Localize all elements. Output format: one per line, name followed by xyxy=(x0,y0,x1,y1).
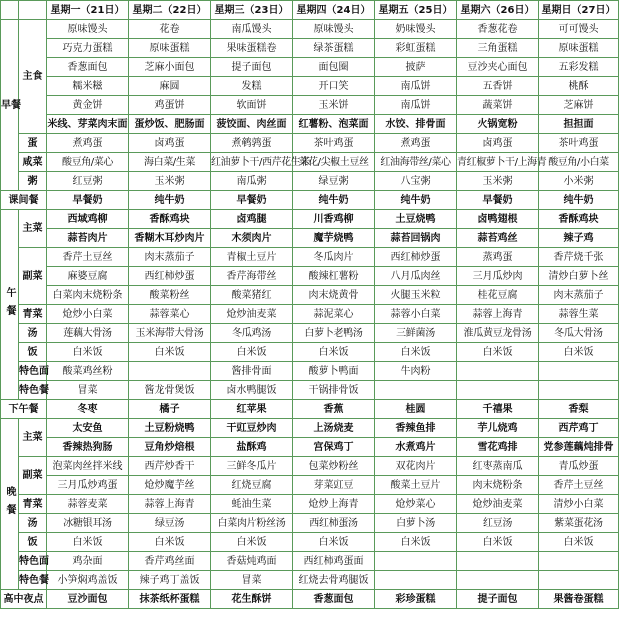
menu-item: 卤鸡蛋 xyxy=(129,134,211,153)
lunch-side-row xyxy=(1,286,619,305)
menu-item: 香菇炖鸡面 xyxy=(211,552,293,571)
menu-item: 白米饭 xyxy=(375,343,457,362)
menu-item: 茶叶鸡蛋 xyxy=(293,134,375,153)
menu-item: 豆沙面包 xyxy=(47,590,129,609)
menu-item: 红薯粉、泡菜面 xyxy=(293,115,375,134)
menu-item: 原味蛋糕 xyxy=(129,39,211,58)
day-header: 星期三（23日） xyxy=(211,1,293,20)
menu-item: 上汤烧麦 xyxy=(293,419,375,438)
menu-item: 原味馒头 xyxy=(47,20,129,39)
lunch-rice-row xyxy=(1,343,619,362)
menu-item: 豆角炒焙根 xyxy=(129,438,211,457)
menu-item xyxy=(375,381,457,400)
menu-item: 彩珍蛋糕 xyxy=(375,590,457,609)
menu-item: 辣子鸡丁盖饭 xyxy=(129,571,211,590)
menu-item: 西红柿炒蛋 xyxy=(375,248,457,267)
menu-item: 纯牛奶 xyxy=(129,191,211,210)
category-greens-label: 青菜 xyxy=(19,495,47,514)
dinner-soup-row xyxy=(1,514,619,533)
day-header: 星期一（21日） xyxy=(47,1,129,20)
menu-item: 煮鹌鹑蛋 xyxy=(211,134,293,153)
menu-item: 鸡蛋饼 xyxy=(129,96,211,115)
menu-item: 抹茶纸杯蛋糕 xyxy=(129,590,211,609)
menu-item: 八宝粥 xyxy=(375,172,457,191)
dinner-special_noodle-row xyxy=(1,552,619,571)
menu-item: 芝麻饼 xyxy=(539,96,619,115)
menu-item: 白米饭 xyxy=(293,343,375,362)
menu-item: 青椒土豆片 xyxy=(211,248,293,267)
menu-item: 白菜肉末烧粉条 xyxy=(47,286,129,305)
late-snack-row xyxy=(1,590,619,609)
menu-item: 魔芋烧鸭 xyxy=(293,229,375,248)
category-soup-label: 汤 xyxy=(19,514,47,533)
menu-item: 五彩发糕 xyxy=(539,58,619,77)
menu-item: 早餐奶 xyxy=(211,191,293,210)
menu-item: 肉末烧粉条 xyxy=(457,476,539,495)
breakfast-pickle-row xyxy=(1,153,619,172)
menu-item: 冬瓜大骨汤 xyxy=(539,324,619,343)
category-staple-label: 主食 xyxy=(19,20,47,134)
menu-item: 白萝卜汤 xyxy=(375,514,457,533)
menu-item: 香辣鱼排 xyxy=(375,419,457,438)
section-lunch-label: 午餐 xyxy=(1,210,19,400)
corner-cell xyxy=(19,1,47,20)
menu-item: 红烧豆腐 xyxy=(211,476,293,495)
lunch-soup-row xyxy=(1,324,619,343)
menu-item: 白米饭 xyxy=(211,343,293,362)
menu-item: 蒜蓉上海青 xyxy=(457,305,539,324)
day-header: 星期二（22日） xyxy=(129,1,211,20)
menu-item: 酸菜粉丝 xyxy=(129,286,211,305)
menu-item: 香葱花卷 xyxy=(457,20,539,39)
menu-item: 清炒小白菜 xyxy=(539,495,619,514)
menu-item: 橘子 xyxy=(129,400,211,419)
category-side-label: 副菜 xyxy=(19,248,47,305)
menu-item: 宫保鸡丁 xyxy=(293,438,375,457)
section-afternoon-label: 下午餐 xyxy=(1,400,47,419)
menu-item xyxy=(457,381,539,400)
menu-item: 炝炒小白菜 xyxy=(47,305,129,324)
day-header: 星期四（24日） xyxy=(293,1,375,20)
menu-item: 桂花豆腐 xyxy=(457,286,539,305)
menu-item: 牛肉粉 xyxy=(375,362,457,381)
menu-item: 红豆粥 xyxy=(47,172,129,191)
menu-item: 绿茶蛋糕 xyxy=(293,39,375,58)
menu-item: 纯牛奶 xyxy=(293,191,375,210)
menu-item: 酸菜鸡丝粉 xyxy=(47,362,129,381)
breakfast-row xyxy=(1,77,619,96)
menu-item: 白米饭 xyxy=(539,343,619,362)
menu-item: 麻圆 xyxy=(129,77,211,96)
menu-item: 西域鸡柳 xyxy=(47,210,129,229)
menu-item: 三月瓜炒肉 xyxy=(457,267,539,286)
menu-item xyxy=(129,362,211,381)
menu-item: 雪花鸡排 xyxy=(457,438,539,457)
menu-item: 三角蛋糕 xyxy=(457,39,539,58)
menu-item: 红枣蒸南瓜 xyxy=(457,457,539,476)
lunch-main-row xyxy=(1,229,619,248)
dinner-main-row xyxy=(1,438,619,457)
dinner-side-row xyxy=(1,476,619,495)
menu-item: 青红椒萝卜干/上海青 xyxy=(457,153,539,172)
corner-cell xyxy=(1,1,19,20)
menu-item xyxy=(457,571,539,590)
menu-item: 太安鱼 xyxy=(47,419,129,438)
menu-item: 蒜苔肉片 xyxy=(47,229,129,248)
menu-item: 蒜蓉生菜 xyxy=(539,305,619,324)
menu-item: 冬瓜鸡汤 xyxy=(211,324,293,343)
menu-item: 蒜蓉麦菜 xyxy=(47,495,129,514)
lunch-special_noodle-row xyxy=(1,362,619,381)
menu-item: 蔬菜饼 xyxy=(457,96,539,115)
menu-item: 炝炒油麦菜 xyxy=(211,305,293,324)
menu-item: 川香鸡柳 xyxy=(293,210,375,229)
menu-item: 白米饭 xyxy=(47,343,129,362)
breakfast-porridge-row xyxy=(1,172,619,191)
menu-item: 香芹土豆丝 xyxy=(47,248,129,267)
menu-item: 冬瓜肉片 xyxy=(293,248,375,267)
menu-item: 卤鸡蛋 xyxy=(457,134,539,153)
menu-item: 白菜肉片粉丝汤 xyxy=(211,514,293,533)
menu-item: 香酥鸡块 xyxy=(129,210,211,229)
breakfast-row xyxy=(1,96,619,115)
menu-item: 纯牛奶 xyxy=(375,191,457,210)
dinner-main-row xyxy=(1,419,619,438)
menu-item: 白米饭 xyxy=(457,343,539,362)
menu-item: 盐酥鸡 xyxy=(211,438,293,457)
category-porridge-label: 粥 xyxy=(19,172,47,191)
menu-item: 可可馒头 xyxy=(539,20,619,39)
afternoon-row xyxy=(1,400,619,419)
category-rice-label: 饭 xyxy=(19,343,47,362)
menu-item: 千禧果 xyxy=(457,400,539,419)
menu-item: 白米饭 xyxy=(211,533,293,552)
menu-item: 面包圈 xyxy=(293,58,375,77)
menu-item: 早餐奶 xyxy=(47,191,129,210)
menu-item: 三鲜菌汤 xyxy=(375,324,457,343)
menu-item: 西红柿炒蛋 xyxy=(129,267,211,286)
menu-item: 玉米粥 xyxy=(129,172,211,191)
menu-item: 水饺、排骨面 xyxy=(375,115,457,134)
menu-item: 蒸鸡蛋 xyxy=(457,248,539,267)
menu-item: 蒜泥菜心 xyxy=(293,305,375,324)
menu-item: 桂圆 xyxy=(375,400,457,419)
menu-item: 芋儿烧鸡 xyxy=(457,419,539,438)
menu-item: 煮鸡蛋 xyxy=(375,134,457,153)
menu-item: 双花肉片 xyxy=(375,457,457,476)
menu-item: 土豆粉烧鸭 xyxy=(129,419,211,438)
dinner-side-row xyxy=(1,457,619,476)
menu-item: 担担面 xyxy=(539,115,619,134)
dinner-rice-row xyxy=(1,533,619,552)
menu-item: 香芹海带丝 xyxy=(211,267,293,286)
menu-item: 香糊木耳炒肉片 xyxy=(129,229,211,248)
dinner-greens-row xyxy=(1,495,619,514)
menu-item: 麻婆豆腐 xyxy=(47,267,129,286)
menu-item: 芝麻小面包 xyxy=(129,58,211,77)
menu-item xyxy=(539,552,619,571)
section-breakfast-label: 早餐 xyxy=(1,20,19,191)
menu-item: 鸡杂面 xyxy=(47,552,129,571)
lunch-special_meal-row xyxy=(1,381,619,400)
menu-item: 香芹土豆丝 xyxy=(539,476,619,495)
menu-item: 肉末蒸茄子 xyxy=(539,286,619,305)
menu-item: 玉米粥 xyxy=(457,172,539,191)
category-main-label: 主菜 xyxy=(19,419,47,457)
menu-item: 八月瓜肉丝 xyxy=(375,267,457,286)
menu-item: 青瓜炒蛋 xyxy=(539,457,619,476)
menu-item: 酸菜土豆片 xyxy=(375,476,457,495)
menu-item: 茶叶鸡蛋 xyxy=(539,134,619,153)
menu-item: 冒菜 xyxy=(47,381,129,400)
section-dinner-label: 晚餐 xyxy=(1,419,19,590)
menu-item xyxy=(375,552,457,571)
menu-item: 白萝卜老鸭汤 xyxy=(293,324,375,343)
menu-item: 蒜苔鸡丝 xyxy=(457,229,539,248)
menu-item: 香酥鸡块 xyxy=(539,210,619,229)
menu-item: 紫菜蛋花汤 xyxy=(539,514,619,533)
menu-item: 卤水鸭腿饭 xyxy=(211,381,293,400)
menu-item: 芽菜豇豆 xyxy=(293,476,375,495)
day-header: 星期五（25日） xyxy=(375,1,457,20)
menu-item: 白米饭 xyxy=(293,533,375,552)
menu-item: 果味蛋糕卷 xyxy=(211,39,293,58)
menu-item: 早餐奶 xyxy=(457,191,539,210)
menu-item: 党参莲藕炖排骨 xyxy=(539,438,619,457)
menu-item: 炝炒上海青 xyxy=(293,495,375,514)
menu-item: 酸豆角/菜心 xyxy=(47,153,129,172)
category-main-label: 主菜 xyxy=(19,210,47,248)
menu-item: 菠饺面、肉丝面 xyxy=(211,115,293,134)
recess-row xyxy=(1,191,619,210)
menu-item: 彩虹蛋糕 xyxy=(375,39,457,58)
header-row xyxy=(1,1,619,20)
menu-item: 南瓜饼 xyxy=(375,77,457,96)
breakfast-egg-row xyxy=(1,134,619,153)
menu-item xyxy=(539,571,619,590)
day-header: 星期六（26日） xyxy=(457,1,539,20)
menu-item: 香葱面包 xyxy=(47,58,129,77)
section-recess-label: 课间餐 xyxy=(1,191,47,210)
menu-item: 白米饭 xyxy=(539,533,619,552)
menu-item xyxy=(457,552,539,571)
breakfast-row xyxy=(1,20,619,39)
lunch-greens-row xyxy=(1,305,619,324)
menu-item: 火锅宽粉 xyxy=(457,115,539,134)
menu-item: 淮瓜黄豆龙骨汤 xyxy=(457,324,539,343)
menu-item: 绿豆汤 xyxy=(129,514,211,533)
menu-item: 卤鸭翅根 xyxy=(457,210,539,229)
day-header: 星期日（27日） xyxy=(539,1,619,20)
menu-item: 软面饼 xyxy=(211,96,293,115)
menu-item: 酸辣杠薯粉 xyxy=(293,267,375,286)
menu-item: 冰糖银耳汤 xyxy=(47,514,129,533)
section-late-snack-label: 高中夜点 xyxy=(1,590,47,609)
menu-item: 玉米饼 xyxy=(293,96,375,115)
menu-item: 火腿玉米粒 xyxy=(375,286,457,305)
menu-item: 木须肉片 xyxy=(211,229,293,248)
menu-item: 蒜苔回锅肉 xyxy=(375,229,457,248)
category-rice-label: 饭 xyxy=(19,533,47,552)
lunch-side-row xyxy=(1,248,619,267)
menu-item xyxy=(539,362,619,381)
menu-item: 酸菜猪红 xyxy=(211,286,293,305)
menu-item: 清炒白萝卜丝 xyxy=(539,267,619,286)
category-special-meal-label: 特色餐 xyxy=(19,381,47,400)
menu-item: 土豆烧鸭 xyxy=(375,210,457,229)
menu-item: 酸豆角/小白菜 xyxy=(539,153,619,172)
menu-item: 酱排骨面 xyxy=(211,362,293,381)
menu-item: 包菜炒粉丝 xyxy=(293,457,375,476)
menu-item: 原味蛋糕 xyxy=(539,39,619,58)
menu-item: 蚝油生菜 xyxy=(211,495,293,514)
menu-item: 红烧去骨鸡腿饭 xyxy=(293,571,375,590)
menu-item: 开口笑 xyxy=(293,77,375,96)
menu-item: 南瓜饼 xyxy=(375,96,457,115)
menu-item: 肉末烧黄骨 xyxy=(293,286,375,305)
menu-item: 果酱卷蛋糕 xyxy=(539,590,619,609)
menu-item: 冬枣 xyxy=(47,400,129,419)
menu-item: 小米粥 xyxy=(539,172,619,191)
menu-item: 辣子鸡 xyxy=(539,229,619,248)
menu-item: 巧克力蛋糕 xyxy=(47,39,129,58)
menu-item: 肉末蒸茄子 xyxy=(129,248,211,267)
menu-item: 香葱面包 xyxy=(293,590,375,609)
menu-item: 白米饭 xyxy=(457,533,539,552)
menu-item: 酱龙骨煲饭 xyxy=(129,381,211,400)
menu-item: 玉米海带大骨汤 xyxy=(129,324,211,343)
category-side-label: 副菜 xyxy=(19,457,47,495)
menu-item: 红油萝卜干/西芹花生米 xyxy=(211,153,293,172)
lunch-main-row xyxy=(1,210,619,229)
menu-item: 白米饭 xyxy=(47,533,129,552)
category-pickle-label: 咸菜 xyxy=(19,153,47,172)
menu-item: 香辣热狗肠 xyxy=(47,438,129,457)
menu-item: 发糕 xyxy=(211,77,293,96)
menu-item: 五香饼 xyxy=(457,77,539,96)
menu-body xyxy=(1,1,619,609)
category-special-noodle-label: 特色面 xyxy=(19,552,47,571)
menu-item: 香芹烧千张 xyxy=(539,248,619,267)
menu-item: 花卷 xyxy=(129,20,211,39)
menu-item: 白米饭 xyxy=(129,533,211,552)
menu-item: 干豇豆炒肉 xyxy=(211,419,293,438)
menu-item: 提子面包 xyxy=(457,590,539,609)
menu-item: 花生酥饼 xyxy=(211,590,293,609)
menu-item: 炝炒魔芋丝 xyxy=(129,476,211,495)
menu-item: 冒菜 xyxy=(211,571,293,590)
menu-item: 白米饭 xyxy=(129,343,211,362)
menu-item: 西红柿蛋汤 xyxy=(293,514,375,533)
menu-item: 酸萝卜鸭面 xyxy=(293,362,375,381)
breakfast-row xyxy=(1,39,619,58)
menu-item: 泡菜肉丝拌米线 xyxy=(47,457,129,476)
menu-item: 蛋炒饭、肥肠面 xyxy=(129,115,211,134)
breakfast-row xyxy=(1,115,619,134)
menu-item: 南瓜粥 xyxy=(211,172,293,191)
menu-item: 蒜蓉上海青 xyxy=(129,495,211,514)
menu-item: 纯牛奶 xyxy=(539,191,619,210)
menu-item: 菜花/尖椒土豆丝 xyxy=(293,153,375,172)
menu-item: 卤鸡腿 xyxy=(211,210,293,229)
menu-item xyxy=(375,571,457,590)
lunch-side-row xyxy=(1,267,619,286)
menu-item: 黄金饼 xyxy=(47,96,129,115)
menu-item: 西芹炒香干 xyxy=(129,457,211,476)
dinner-special_meal-row xyxy=(1,571,619,590)
menu-item: 白米饭 xyxy=(375,533,457,552)
menu-item: 南瓜馒头 xyxy=(211,20,293,39)
menu-item: 三月瓜炒鸡蛋 xyxy=(47,476,129,495)
menu-item: 蒜蓉小白菜 xyxy=(375,305,457,324)
menu-item xyxy=(457,362,539,381)
menu-item: 豆沙夹心面包 xyxy=(457,58,539,77)
menu-item: 西芹鸡丁 xyxy=(539,419,619,438)
menu-item: 水煮鸡片 xyxy=(375,438,457,457)
menu-item: 海白菜/生菜 xyxy=(129,153,211,172)
menu-item: 西红柿鸡蛋面 xyxy=(293,552,375,571)
breakfast-row xyxy=(1,58,619,77)
menu-item: 红豆汤 xyxy=(457,514,539,533)
menu-item: 红苹果 xyxy=(211,400,293,419)
menu-item: 炝炒菜心 xyxy=(375,495,457,514)
menu-item: 桃酥 xyxy=(539,77,619,96)
menu-item: 蒜蓉菜心 xyxy=(129,305,211,324)
category-egg-label: 蛋 xyxy=(19,134,47,153)
menu-item: 煮鸡蛋 xyxy=(47,134,129,153)
menu-item: 奶味馒头 xyxy=(375,20,457,39)
menu-item: 绿豆粥 xyxy=(293,172,375,191)
menu-item: 原味馒头 xyxy=(293,20,375,39)
menu-item: 红油海带丝/菜心 xyxy=(375,153,457,172)
category-greens-label: 青菜 xyxy=(19,305,47,324)
menu-item: 米线、芽菜肉末面 xyxy=(47,115,129,134)
menu-item: 糯米糍 xyxy=(47,77,129,96)
menu-item: 香梨 xyxy=(539,400,619,419)
menu-item: 香芹鸡丝面 xyxy=(129,552,211,571)
menu-item: 三鲜冬瓜片 xyxy=(211,457,293,476)
menu-item: 莲藕大骨汤 xyxy=(47,324,129,343)
menu-item: 小笋焖鸡盖饭 xyxy=(47,571,129,590)
menu-item: 干锅排骨饭 xyxy=(293,381,375,400)
menu-item: 香蕉 xyxy=(293,400,375,419)
category-special-noodle-label: 特色面 xyxy=(19,362,47,381)
menu-item: 炝炒油麦菜 xyxy=(457,495,539,514)
menu-item xyxy=(539,381,619,400)
menu-item: 披萨 xyxy=(375,58,457,77)
category-special-meal-label: 特色餐 xyxy=(19,571,47,590)
category-soup-label: 汤 xyxy=(19,324,47,343)
menu-item: 提子面包 xyxy=(211,58,293,77)
